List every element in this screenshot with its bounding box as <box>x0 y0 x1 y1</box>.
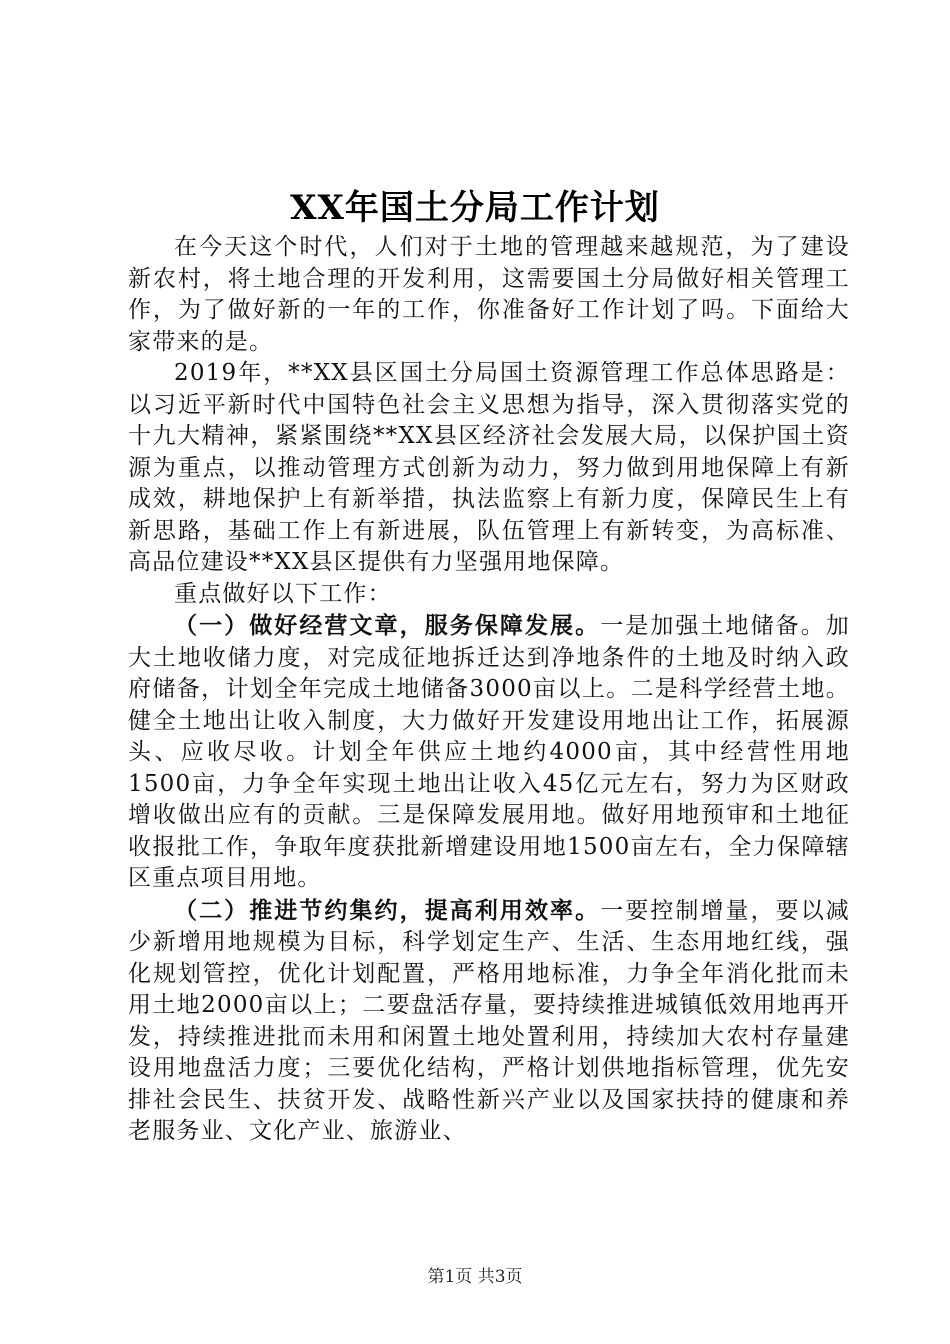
intro-paragraph: 在今天这个时代，人们对于土地的管理越来越规范，为了建设新农村，将土地合理的开发利用，这需要国土分局做好相关管理工作，为了做好新的一年的工作，你准备好工作计划了吗。下面给大家带来的是。 <box>128 234 850 355</box>
section-2-heading: （二）推进节约集约，提高利用效率。 <box>174 896 601 924</box>
overview-paragraph: 2019年，**XX县区国土分局国土资源管理工作总体思路是：以习近平新时代中国特色社会主义思想为指导，深入贯彻落实党的十九大精神，紧紧围绕**XX县区经济社会发展大局，以保护国土资源为重点，以推动管理方式创新为动力，努力做到用地保障上有新成效，耕地保护上有新举措，执法监察上有新力度，保障民生上有新思路，基础工作上有新进展，队伍管理上有新转变，为高标准、高品位建设**XX县区提供有力坚强用地保障。 <box>128 360 850 575</box>
document-title: XX年国土分局工作计划 <box>290 188 660 228</box>
section-1-text: 一是加强土地储备。加大土地收储力度，对完成征地拆迁达到净地条件的土地及时纳入政府储备，计划全年完成土地储备3000亩以上。二是科学经营土地。健全土地出让收入制度，大力做好开发建设用地出让工作，拓展源头、应收尽收。计划全年供应土地约4000亩，其中经营性用地1500亩，力争全年实现土地出让收入45亿元左右，努力为区财政增收做出应有的贡献。三是保障发展用地。做好用地预审和土地征收报批工作，争取年度获批新增建设用地1500亩左右，全力保障辖区重点项目用地。 <box>128 613 851 891</box>
page-number-footer: 第1页 共3页 <box>427 1267 523 1287</box>
section-1-paragraph <box>128 610 850 895</box>
key-work-paragraph: 重点做好以下工作： <box>174 580 392 607</box>
document-body <box>128 232 850 1148</box>
section-2-paragraph <box>128 895 850 1148</box>
section-2-text: 一要控制增量，要以减少新增用地规模为目标，科学划定生产、生活、生态用地红线，强化规划管控，优化计划配置，严格用地标准，力争全年消化批而未用土地2000亩以上；二要盘活存量，要持续推进城镇低效用地再开发，持续推进批而未用和闲置土地处置利用，持续加大农村存量建设用地盘活力度；三要优化结构，严格计划供地指标管理，优先安排社会民生、扶贫开发、战略性新兴产业以及国家扶持的健康和养老服务业、文化产业、旅游业、 <box>128 897 851 1144</box>
section-1-heading: （一）做好经营文章，服务保障发展。 <box>174 612 601 639</box>
